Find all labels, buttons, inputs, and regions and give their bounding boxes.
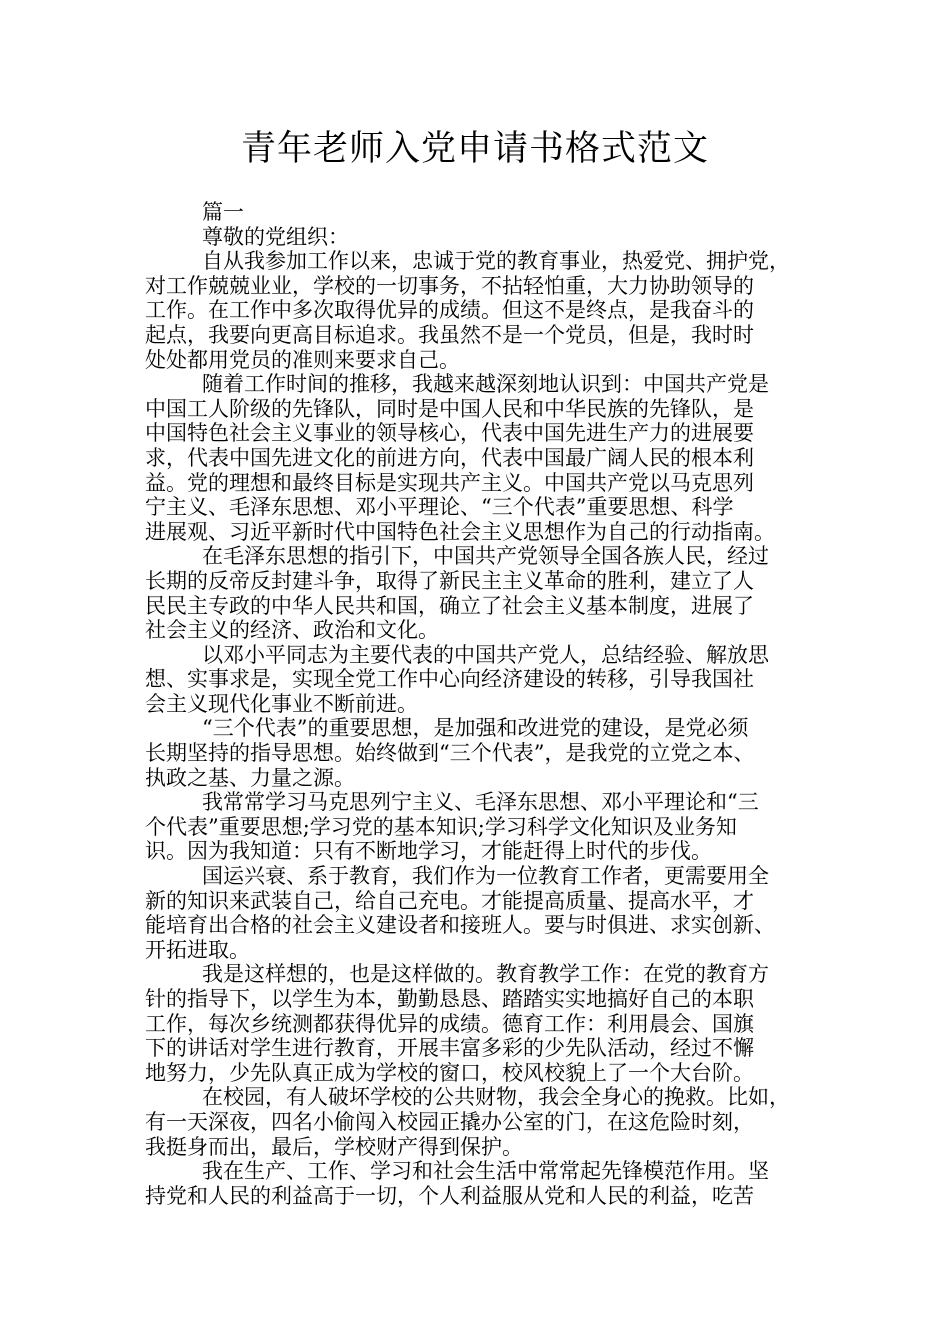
text-line: 地努力，少先队真正成为学校的窗口，校风校貌上了一个大台阶。 <box>145 1060 754 1085</box>
text-line: 下的讲话对学生进行教育，开展丰富多彩的少先队活动，经过不懈 <box>145 1036 754 1061</box>
document-body <box>145 200 829 1208</box>
text-line: 国运兴衰、系于教育，我们作为一位教育工作者，更需要用全 <box>202 864 769 889</box>
text-line: 对工作兢兢业业，学校的一切事务，不拈轻怕重，大力协助领导的 <box>145 273 754 298</box>
text-line: 我挺身而出，最后，学校财产得到保护。 <box>145 1134 523 1159</box>
document-title: 青年老师入党申请书格式范文 <box>240 129 709 169</box>
text-line: 进展观、习近平新时代中国特色社会主义思想作为自己的行动指南。 <box>145 519 775 544</box>
text-line: 尊敬的党组织： <box>202 224 349 249</box>
text-line: “三个代表”的重要思想，是加强和改进党的建设，是党必须 <box>202 716 749 741</box>
text-line: 持党和人民的利益高于一切，个人利益服从党和人民的利益，吃苦 <box>145 1183 754 1208</box>
text-line: 个代表”重要思想;学习党的基本知识;学习科学文化知识及业务知 <box>145 814 737 839</box>
text-line: 长期的反帝反封建斗争，取得了新民主主义革命的胜利，建立了人 <box>145 568 754 593</box>
text-line: 自从我参加工作以来，忠诚于党的教育事业，热爱党、拥护党， <box>202 249 790 274</box>
text-line: 中国特色社会主义事业的领导核心，代表中国先进生产力的进展要 <box>145 421 754 446</box>
text-line: 有一天深夜，四名小偷闯入校园正撬办公室的门，在这危险时刻， <box>145 1109 754 1134</box>
text-line: 能培育出合格的社会主义建设者和接班人。要与时俱进、求实创新、 <box>145 913 775 938</box>
text-line: 中国工人阶级的先锋队，同时是中国人民和中华民族的先锋队，是 <box>145 396 754 421</box>
text-line: 社会主义的经济、政治和文化。 <box>145 618 439 643</box>
text-line: 益。党的理想和最终目标是实现共产主义。中国共产党以马克思列 <box>145 470 754 495</box>
text-line: 起点，我要向更高目标追求。我虽然不是一个党员，但是，我时时 <box>145 322 754 347</box>
text-line: 在毛泽东思想的指引下，中国共产党领导全国各族人民，经过 <box>202 544 769 569</box>
text-line: 想、实事求是，实现全党工作中心向经济建设的转移，引导我国社 <box>145 667 754 692</box>
text-line: 会主义现代化事业不断前进。 <box>145 691 418 716</box>
text-line: 执政之基、力量之源。 <box>145 765 355 790</box>
text-line: 针的指导下，以学生为本，勤勤恳恳、踏踏实实地搞好自己的本职 <box>145 987 754 1011</box>
text-line: 开拓进取。 <box>145 937 250 962</box>
text-line: 识。因为我知道：只有不断地学习，才能赶得上时代的步伐。 <box>145 839 712 864</box>
text-line: 我在生产、工作、学习和社会生活中常常起先锋模范作用。坚 <box>202 1159 769 1184</box>
text-line: 随着工作时间的推移，我越来越深刻地认识到：中国共产党是 <box>202 372 769 397</box>
text-line: 长期坚持的指导思想。始终做到“三个代表”，是我党的立党之本、 <box>145 741 755 766</box>
text-line: 求，代表中国先进文化的前进方向，代表中国最广阔人民的根本利 <box>145 445 754 470</box>
text-line: 工作。在工作中多次取得优异的成绩。但这不是终点，是我奋斗的 <box>145 298 754 323</box>
text-line: 民民主专政的中华人民共和国，确立了社会主义基本制度，进展了 <box>145 593 754 618</box>
text-line: 宁主义、毛泽东思想、邓小平理论、“三个代表”重要思想、科学 <box>145 495 734 520</box>
text-line: 在校园，有人破坏学校的公共财物，我会全身心的挽救。比如， <box>202 1085 790 1110</box>
text-line: 篇一 <box>202 200 244 224</box>
text-line: 以邓小平同志为主要代表的中国共产党人，总结经验、解放思 <box>202 642 769 667</box>
text-line: 我常常学习马克思列宁主义、毛泽东思想、邓小平理论和“三 <box>202 790 759 815</box>
text-line: 工作，每次乡统测都获得优异的成绩。德育工作：利用晨会、国旗 <box>145 1011 754 1036</box>
text-line: 处处都用党员的准则来要求自己。 <box>145 347 460 372</box>
text-line: 我是这样想的，也是这样做的。教育教学工作：在党的教育方 <box>202 962 769 987</box>
text-line: 新的知识来武装自己，给自己充电。才能提高质量、提高水平，才 <box>145 888 754 913</box>
